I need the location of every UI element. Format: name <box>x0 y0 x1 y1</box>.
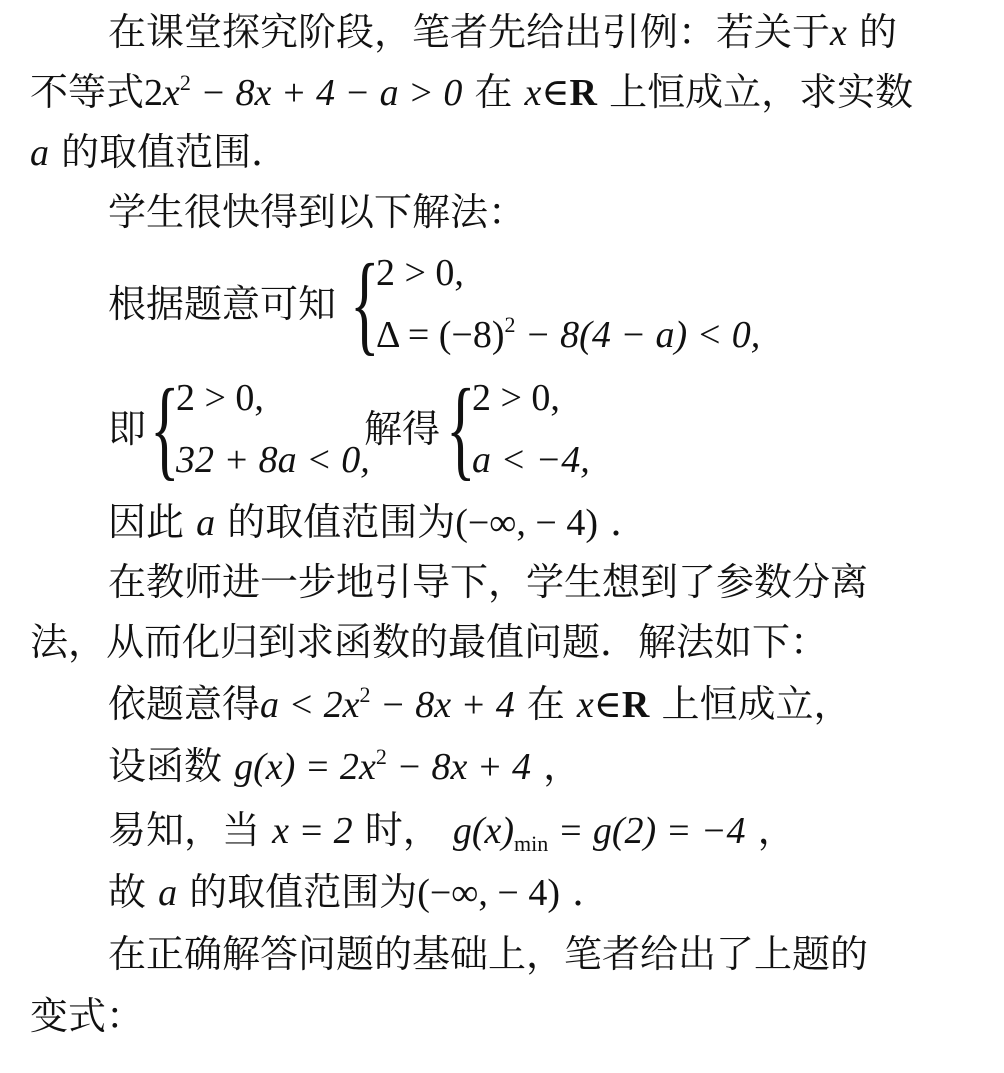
text: 在教师进一步地引导下，学生想到了参数分离 <box>108 560 869 604</box>
system-1-row-1: 2 > 0, <box>376 252 464 294</box>
paragraph-teacher-line2 <box>30 618 828 666</box>
solution-2-line1 <box>108 680 851 728</box>
jiede-label <box>364 405 440 453</box>
math-x-eq-2: x = 2 <box>272 810 353 852</box>
conclusion-1 <box>108 498 648 546</box>
paragraph-variant-line2 <box>30 992 144 1040</box>
paragraph-intro-line1 <box>108 8 897 56</box>
text: 根据题意可知 <box>108 282 337 326</box>
math-range: (−∞, − 4) <box>455 502 598 544</box>
inequality: $2x^2 - 8x + 4 - a > 0$ <box>144 70 463 114</box>
math-x: x <box>576 684 594 726</box>
text: 因此 <box>108 500 185 544</box>
text: 即 <box>108 407 147 451</box>
conclusion-2 <box>108 868 610 916</box>
system-1-row-2: $\Delta = (-8)^2 - 8(4 - a) < 0$, <box>376 312 761 356</box>
paragraph-solution-heading <box>108 188 526 236</box>
system-3-row-1: 2 > 0, <box>472 377 560 419</box>
inequality-a: $a < 2x^2 - 8x + 4$ <box>260 682 515 726</box>
text: 上恒成立， <box>661 682 852 726</box>
math-in: ∈ <box>541 72 570 114</box>
text: 时， <box>364 808 441 852</box>
function-g: $g(x) = 2x^2 - 8x + 4$ <box>234 744 531 788</box>
system-1 <box>350 242 761 366</box>
text: 依题意得 <box>108 682 261 726</box>
g-min: $g(x)_{min} = g(2) = -4$ <box>452 810 746 856</box>
text: 的取值范围为 <box>227 500 456 544</box>
text: 在 <box>526 682 565 726</box>
text: 的取值范围为 <box>189 870 418 914</box>
text: 学生很快得到以下解法： <box>108 190 527 234</box>
math-x: x <box>524 72 542 114</box>
solution-2-line2 <box>108 742 581 790</box>
text: 法，从而化归到求函数的最值问题．解法如下： <box>30 620 829 664</box>
paragraph-intro-line2 <box>30 68 913 116</box>
text: ， <box>757 808 796 852</box>
math-R: R <box>621 684 650 726</box>
math-a: a <box>30 132 49 174</box>
system-2-row-1: 2 > 0, <box>176 377 264 419</box>
text: 在 <box>474 70 513 114</box>
text: 不等式 <box>30 70 145 114</box>
math-range: (−∞, − 4) <box>417 872 560 914</box>
math-R: R <box>569 72 597 114</box>
text: 在正确解答问题的基础上，笔者给出了上题的 <box>108 932 869 976</box>
text: 的 <box>858 10 897 54</box>
math-x: x <box>830 12 847 54</box>
system-2-row-2: 32 + 8a < 0, <box>176 439 370 481</box>
solution-2-line3 <box>108 806 796 854</box>
text: 设函数 <box>108 744 223 788</box>
system-3-row-2: a < −4, <box>472 439 590 481</box>
text: 的取值范围． <box>61 130 290 174</box>
paragraph-teacher-line1 <box>108 558 868 606</box>
math-a: a <box>196 502 216 544</box>
math-a: a <box>158 872 178 914</box>
text: 上恒成立，求实数 <box>609 70 914 114</box>
text: 在课堂探究阶段，笔者先给出引例：若关于 <box>108 10 831 54</box>
paragraph-variant-line1 <box>108 930 868 978</box>
text: 变式： <box>30 994 145 1038</box>
text: 解得 <box>364 407 441 451</box>
system-3 <box>446 367 590 491</box>
left-brace: { <box>150 367 180 491</box>
text: ， <box>543 744 582 788</box>
text: 易知，当 <box>108 808 261 852</box>
system-label <box>108 280 336 328</box>
period: ． <box>572 870 611 914</box>
left-brace: { <box>446 367 476 491</box>
ji-label <box>108 405 146 453</box>
period: ． <box>610 500 649 544</box>
text: 故 <box>108 870 147 914</box>
math-in: ∈ <box>593 684 622 726</box>
system-2 <box>150 367 370 491</box>
left-brace: { <box>350 242 380 366</box>
paragraph-intro-line3 <box>30 128 289 176</box>
